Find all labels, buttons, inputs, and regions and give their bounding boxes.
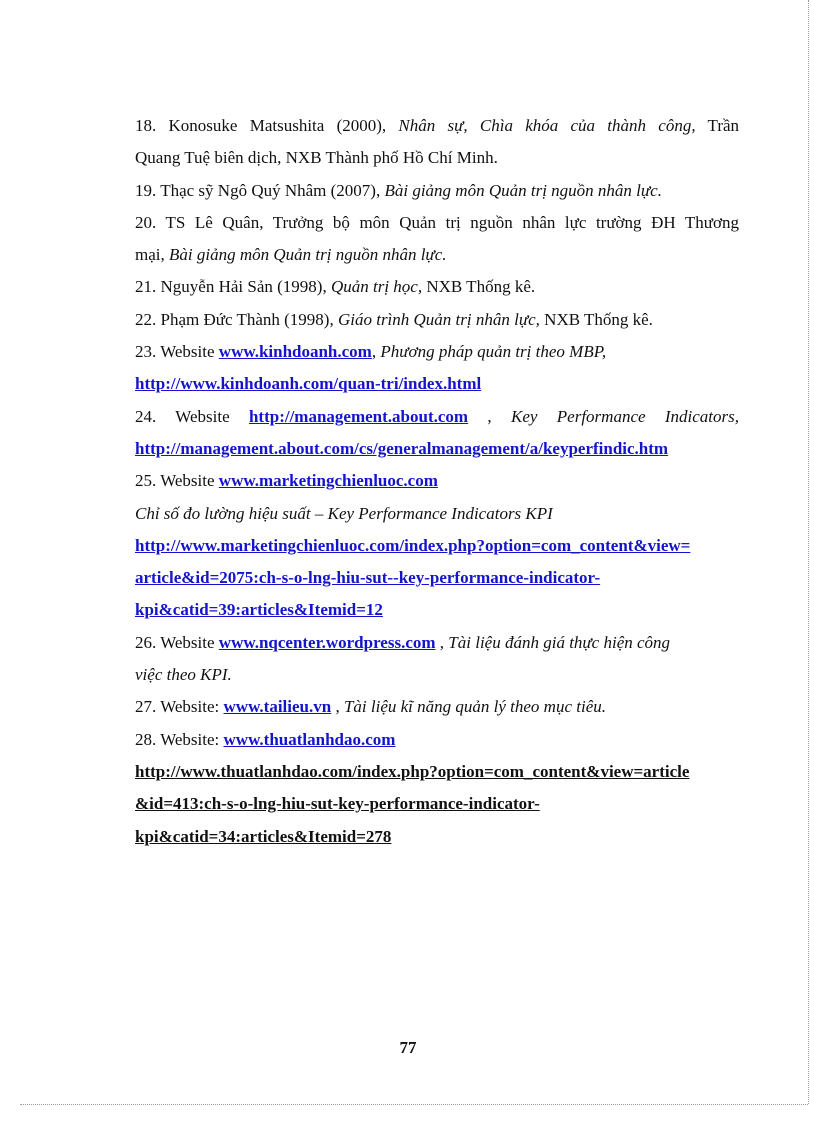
reference-number: 26. [135,632,157,652]
reference-number: 18. [135,116,157,135]
reference-title: Key Performance Indicators, [511,406,740,426]
reference-author: TS Lê Quân, Trưởng bộ môn Quản trị nguồn nhân lực trường ĐH Thương [165,212,739,232]
separator: , [371,342,377,362]
separator: , [335,697,340,717]
reference-22-line-1 [135,304,739,336]
separator: , [439,632,445,652]
reference-publisher: NXB Thống kê. [544,309,653,329]
reference-20 [135,207,739,272]
reference-number: 27. [135,697,157,717]
reference-25-url [135,530,739,562]
reference-url-link-continued[interactable]: kpi&catid=34:articles&Itemid=278 [135,826,392,846]
page-frame-bottom [20,1104,808,1105]
reference-28-url-cont-2 [135,821,739,853]
reference-title: Bài giảng môn Quản trị nguồn nhân lực. [384,180,662,200]
website-link[interactable]: www.thuatlanhdao.com [223,729,396,749]
reference-url-link[interactable]: http://management.about.com/cs/generalmanagement/a/keyperfindic.htm [135,438,669,458]
reference-url-link[interactable]: http://www.thuatlanhdao.com/index.php?option=com_content&view=article [135,761,690,781]
reference-number: 21. [135,277,157,297]
reference-url-link-continued[interactable]: kpi&catid=39:articles&Itemid=12 [135,600,383,620]
reference-label: Website [160,342,215,362]
reference-26 [135,627,739,692]
reference-18-line-1 [135,110,739,142]
reference-url-link-continued[interactable]: &id=413:ch-s-o-lng-hiu-sut-key-performance-indicator- [135,794,540,814]
reference-27-line-1 [135,691,739,723]
reference-title: Nhân sự, Chìa khóa của thành công, [398,116,696,135]
reference-title: Giáo trình Quản trị nhân lực, [337,309,540,329]
reference-19-line-1 [135,175,739,207]
reference-24 [135,401,739,466]
reference-25-line-1 [135,465,739,497]
reference-url-link[interactable]: http://www.marketingchienluoc.com/index.php?option=com_content&view= [135,535,691,555]
reference-author: Nguyễn Hải Sản (1998), [160,277,327,297]
website-link[interactable]: http://management.about.com [248,406,469,426]
reference-label: Website: [160,697,220,717]
reference-label: Website [160,632,215,652]
reference-number: 24. [135,406,157,426]
reference-25-url-cont-2 [135,594,739,626]
reference-25 [135,465,739,626]
page-frame-right [808,0,809,1104]
reference-publisher: NXB Thống kê. [426,277,536,297]
reference-18-line-2: Quang Tuệ biên dịch, NXB Thành phố Hồ Chí Minh. [135,148,498,168]
reference-23 [135,336,739,401]
reference-title: Bài giảng môn Quản trị nguồn nhân lực. [169,245,447,265]
reference-text: mại, [135,245,165,265]
reference-21-line-1 [135,271,739,303]
reference-number: 20. [135,212,157,232]
website-link[interactable]: www.tailieu.vn [223,697,332,717]
reference-number: 19. [135,180,157,200]
reference-23-line-1 [135,336,739,368]
reference-label: Website [175,406,230,426]
reference-number: 22. [135,309,157,329]
reference-title: Tài liệu kĩ năng quản lý theo mục tiêu. [343,697,606,717]
reference-20-line-2 [135,239,739,271]
reference-27 [135,691,739,723]
reference-url-link[interactable]: http://www.kinhdoanh.com/quan-tri/index.html [135,374,482,394]
website-link[interactable]: www.marketingchienluoc.com [218,471,438,491]
reference-28-url [135,756,739,788]
reference-author: Phạm Đức Thành (1998), [160,309,334,329]
reference-18 [135,110,739,175]
reference-title: Phương pháp quản trị theo MBP, [380,342,607,362]
reference-title-continued: việc theo KPI. [135,665,232,685]
reference-title: Chỉ số đo lường hiệu suất – Key Performance Indicators KPI [135,503,553,523]
reference-number: 25. [135,471,157,491]
reference-author: Konosuke Matsushita (2000), [168,116,387,135]
reference-24-line-1 [135,401,739,433]
reference-text: Trần [707,116,740,135]
reference-25-url-cont-1 [135,562,739,594]
reference-title: Quản trị học, [330,277,423,297]
reference-19 [135,175,739,207]
reference-title: Tài liệu đánh giá thực hiện công [448,632,671,652]
reference-label: Website: [160,729,220,749]
reference-20-line-1 [135,207,739,239]
reference-23-line-2 [135,368,739,400]
reference-number: 23. [135,342,157,362]
website-link[interactable]: www.nqcenter.wordpress.com [218,632,436,652]
reference-24-line-2 [135,433,739,465]
separator: , [487,406,492,426]
reference-author: Thạc sỹ Ngô Quý Nhâm (2007), [160,180,381,200]
reference-26-line-1 [135,627,739,659]
reference-list [135,110,739,853]
reference-url-link-continued[interactable]: article&id=2075:ch-s-o-lng-hiu-sut--key-performance-indicator- [135,568,601,588]
reference-28-line-1 [135,724,739,756]
page-number: 77 [399,1038,417,1057]
reference-number: 28. [135,729,157,749]
reference-21 [135,271,739,303]
reference-label: Website [160,471,215,491]
website-link[interactable]: www.kinhdoanh.com [218,342,372,362]
reference-28 [135,724,739,853]
reference-22 [135,304,739,336]
reference-28-url-cont-1 [135,788,739,820]
